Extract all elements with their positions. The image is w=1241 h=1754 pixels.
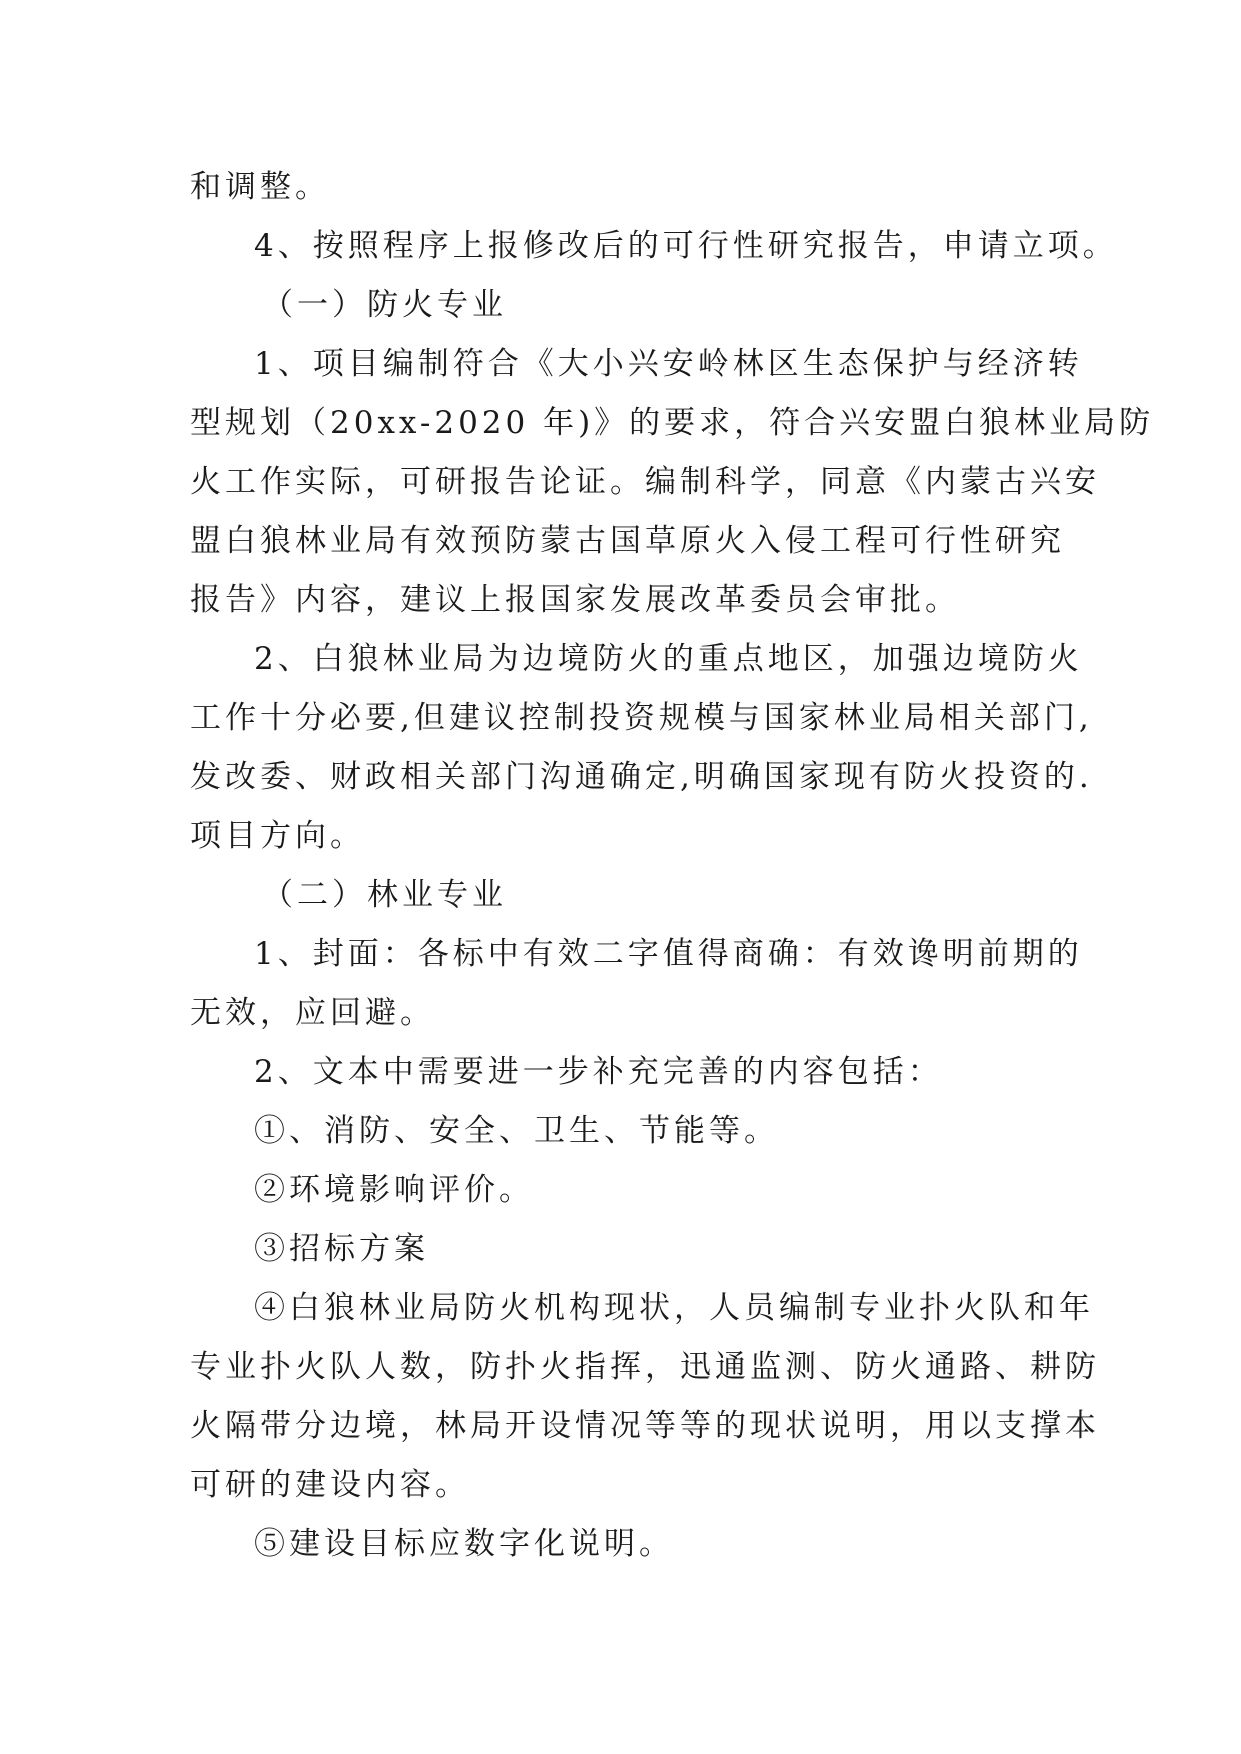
list-item: ②环境影响评价。 — [254, 1172, 534, 1208]
text-line: 和调整。 — [190, 169, 330, 205]
text-line: 项目方向。 — [190, 818, 365, 854]
text-line: 型规划（20xx-2020 年)》的要求，符合兴安盟白狼林业局防 — [190, 405, 1155, 441]
list-item: ①、消防、安全、卫生、节能等。 — [254, 1113, 779, 1149]
text-line: 专业扑火队人数，防扑火指挥，迅通监测、防火通路、耕防 — [190, 1349, 1100, 1385]
text-line: 火隔带分边境，林局开设情况等等的现状说明，用以支撑本 — [190, 1408, 1100, 1444]
text-line: 盟白狼林业局有效预防蒙古国草原火入侵工程可行性研究 — [190, 523, 1065, 559]
text-line: 1、封面：各标中有效二字值得商确：有效谗明前期的 — [254, 936, 1083, 972]
list-item: ③招标方案 — [254, 1231, 429, 1267]
text-line: 4、按照程序上报修改后的可行性研究报告，申请立项。 — [254, 228, 1118, 264]
text-line: 2、文本中需要进一步补充完善的内容包括： — [254, 1054, 943, 1090]
section-heading: （二）林业专业 — [262, 877, 507, 913]
text-line: 发改委、财政相关部门沟通确定,明确国家现有防火投资的. — [190, 759, 1093, 795]
text-line: 报告》内容，建议上报国家发展改革委员会审批。 — [190, 582, 960, 618]
text-line: 工作十分必要,但建议控制投资规模与国家林业局相关部门, — [190, 700, 1093, 736]
text-line: 可研的建设内容。 — [190, 1467, 470, 1503]
text-line: 2、白狼林业局为边境防火的重点地区，加强边境防火 — [254, 641, 1083, 677]
document-body — [190, 158, 1155, 1574]
list-item: ④白狼林业局防火机构现状，人员编制专业扑火队和年 — [254, 1290, 1094, 1326]
section-heading: （一）防火专业 — [262, 287, 507, 323]
text-line: 无效，应回避。 — [190, 995, 435, 1031]
list-item: ⑤建设目标应数字化说明。 — [254, 1526, 674, 1562]
text-line: 火工作实际，可研报告论证。编制科学，同意《内蒙古兴安 — [190, 464, 1100, 500]
text-line: 1、项目编制符合《大小兴安岭林区生态保护与经济转 — [254, 346, 1083, 382]
